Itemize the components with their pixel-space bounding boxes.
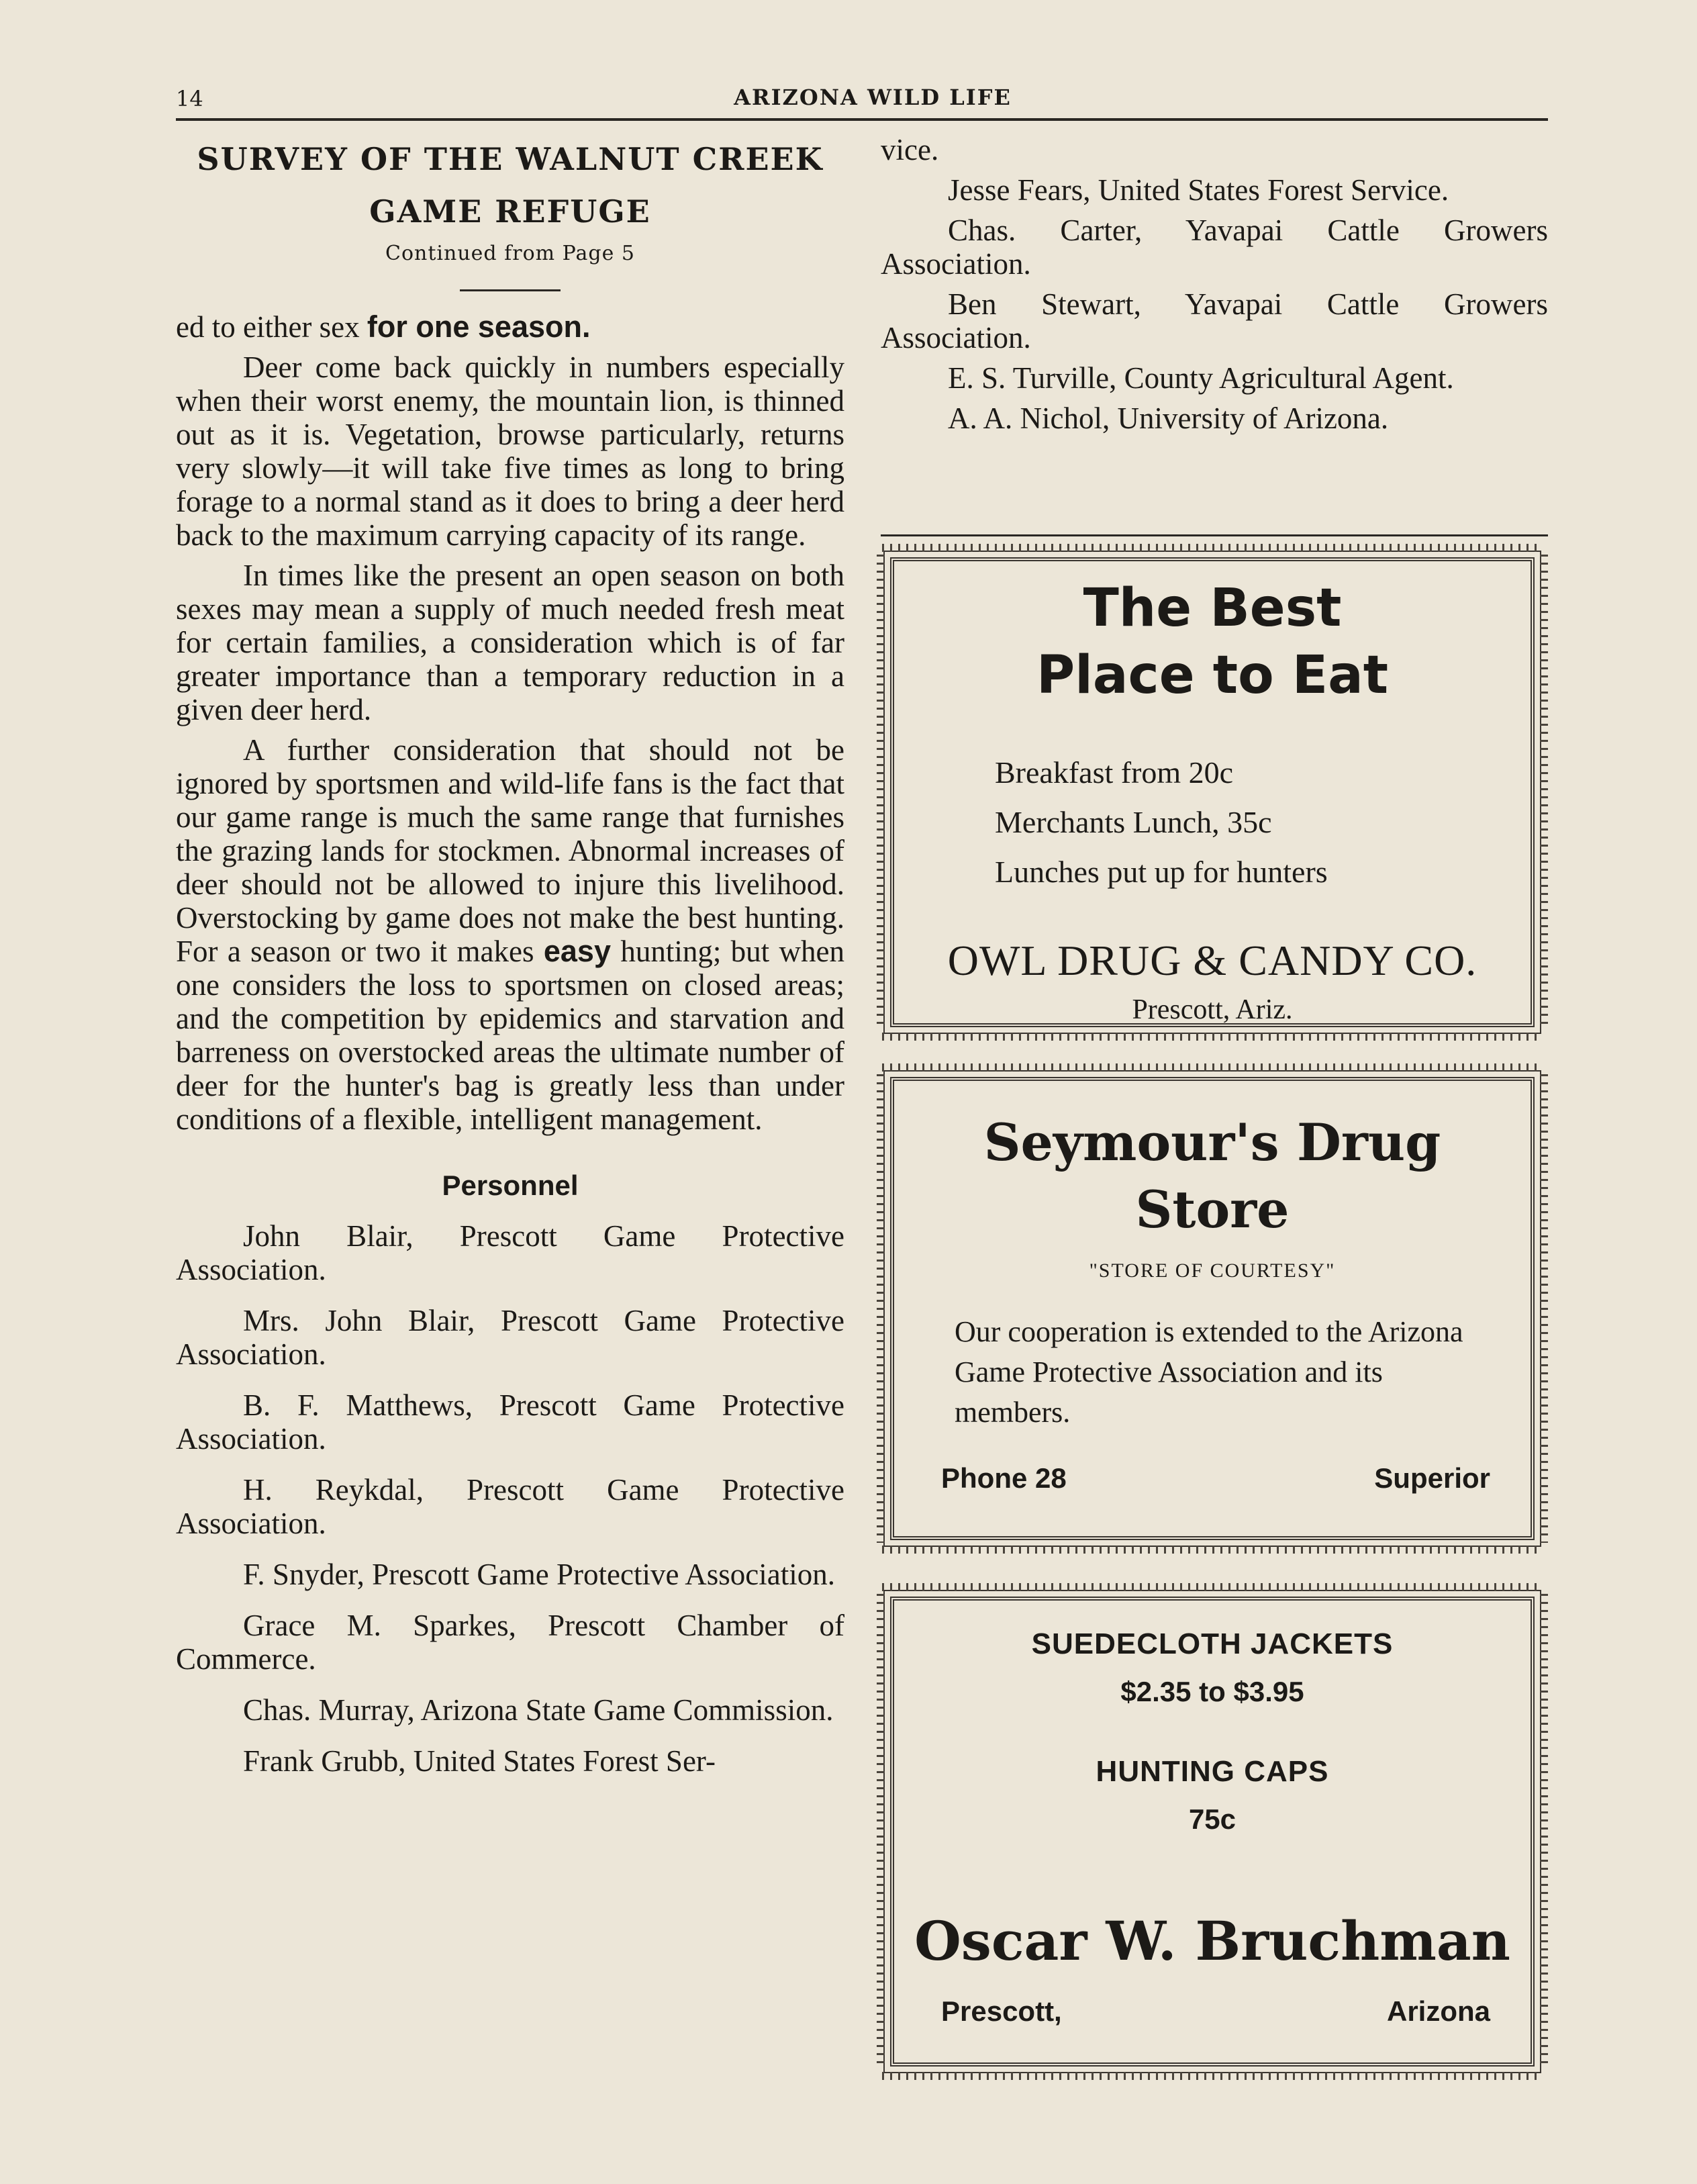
personnel-item: E. S. Turville, County Agricultural Agent. <box>948 361 1454 395</box>
ad-seymour-phone: Phone 28 <box>941 1462 1067 1494</box>
ad-owl-company: OWL DRUG & CANDY CO. <box>947 937 1477 984</box>
ad-owl-location: Prescott, Ariz. <box>1132 994 1293 1025</box>
ad-owl-headline-line1: The Best <box>1083 578 1342 638</box>
border-ornament <box>877 1594 885 2069</box>
border-ornament <box>1540 555 1548 1030</box>
header-rule <box>176 118 1548 121</box>
personnel-item: Ben Stewart, Yavapai Cattle Growers Association. <box>881 287 1548 354</box>
ad-seymour-message: Our cooperation is extended to the Arizona Game Protective Association and its members. <box>955 1315 1463 1429</box>
paragraph-1: Deer come back quickly in numbers especially when their worst enemy, the mountain lion, is thinned out as it is. Vegetation, browse particularly, returns very slowly—it will take five times as long to bring forage to a normal stand as it does to bring a deer herd back to the maximum carrying capacity of its range. <box>176 350 844 552</box>
continued-note: Continued from Page 5 <box>385 242 635 265</box>
ad-owl-headline-line2: Place to Eat <box>1036 645 1389 706</box>
border-ornament <box>877 555 885 1030</box>
personnel-item: B. F. Matthews, Prescott Game Protective Association. <box>176 1388 844 1456</box>
ad-bruchman-name: Oscar W. Bruchman <box>914 1909 1510 1973</box>
personnel-item: Mrs. John Blair, Prescott Game Protective Association. <box>176 1304 844 1371</box>
title-divider <box>460 289 561 291</box>
ad-owl-menu <box>995 748 1531 897</box>
paragraph-3-text-b: hunting; but when one considers the loss to sportsmen on closed areas; and the competition by epidemics and starvation and barreness on overstocked areas the ultimate number of deer for the hunter's bag is greatly less than under conditions of a flexible, intelligent management. <box>176 935 844 1136</box>
page-number: 14 <box>176 86 203 111</box>
ad-owl-menu-line: Breakfast from 20c <box>995 755 1234 790</box>
ad-seymour-street: Superior <box>1374 1462 1490 1494</box>
running-head: ARIZONA WILD LIFE <box>734 85 1012 110</box>
ad-owl-menu-line: Lunches put up for hunters <box>995 855 1328 889</box>
ad-seymour-drug <box>890 1077 1535 1540</box>
personnel-item: A. A. Nichol, University of Arizona. <box>948 401 1389 435</box>
ad-bruchman-price: 75c <box>1188 1803 1237 1835</box>
ad-seymour-headline-line1: Seymour's Drug <box>983 1112 1441 1172</box>
ad-seymour-footer <box>941 1462 1490 1494</box>
ad-bruchman-item: SUEDECLOTH JACKETS <box>1031 1627 1394 1660</box>
ad-seymour-tagline: "STORE OF COURTESY" <box>1089 1260 1336 1282</box>
ad-seymour-headline <box>894 1109 1531 1243</box>
personnel-item: Jesse Fears, United States Forest Service. <box>948 173 1449 207</box>
ad-bruchman-city: Prescott, <box>941 1995 1062 2027</box>
ad-owl-drug <box>890 557 1535 1027</box>
personnel-item: John Blair, Prescott Game Protective Association. <box>176 1219 844 1286</box>
ad-bruchman-state: Arizona <box>1386 1995 1490 2027</box>
article-title-line2: GAME REFUGE <box>369 193 651 230</box>
paragraph-3-bold: easy <box>543 934 611 968</box>
paragraph-3-text-a: A further consideration that should not be ignored by sportsmen and wild-life fans is the fact that our game range is much the same range that furnishes the grazing lands for stockmen. Abnormal increases of deer should not be allowed to injure this livelihood. Overstocking by game does not make the best hunting. For a season or two it makes <box>176 733 844 968</box>
ad-owl-menu-line: Merchants Lunch, 35c <box>995 805 1272 839</box>
ad-bruchman-item: HUNTING CAPS <box>1096 1755 1329 1788</box>
ad-bruchman <box>890 1597 1535 2067</box>
personnel-item: Chas. Carter, Yavapai Cattle Growers Association. <box>881 213 1548 281</box>
ad-owl-headline <box>894 575 1531 709</box>
personnel-heading: Personnel <box>442 1170 579 1201</box>
personnel-item: H. Reykdal, Prescott Game Protective Association. <box>176 1473 844 1540</box>
right-column <box>881 133 1548 442</box>
personnel-list-left <box>176 1219 844 1778</box>
paragraph-0-text: ed to either sex <box>176 310 367 344</box>
personnel-item: Frank Grubb, United States Forest Ser- <box>243 1744 716 1778</box>
border-ornament <box>877 1074 885 1543</box>
border-ornament <box>1540 1074 1548 1543</box>
article-title <box>176 133 844 238</box>
personnel-item: Grace M. Sparkes, Prescott Chamber of Commerce. <box>176 1609 844 1676</box>
column-rule <box>881 534 1548 536</box>
personnel-item: Chas. Murray, Arizona State Game Commission. <box>243 1693 834 1727</box>
left-column <box>176 133 844 1795</box>
article-body <box>176 310 844 1136</box>
border-ornament <box>1540 1594 1548 2069</box>
paragraph-2: In times like the present an open season on both sexes may mean a supply of much needed fresh meat for certain families, a consideration which is of far greater importance than a temporary reduction in a given deer herd. <box>176 559 844 726</box>
ad-bruchman-footer <box>941 1995 1490 2028</box>
paragraph-3 <box>176 733 844 1136</box>
ad-seymour-headline-line2: Store <box>1135 1180 1290 1239</box>
ad-bruchman-price: $2.35 to $3.95 <box>1120 1676 1304 1707</box>
paragraph-0 <box>176 310 844 344</box>
personnel-item: F. Snyder, Prescott Game Protective Association. <box>243 1558 835 1591</box>
personnel-continuation: vice. <box>881 133 939 167</box>
paragraph-0-bold: for one season. <box>367 310 591 344</box>
article-title-line1: SURVEY OF THE WALNUT CREEK <box>197 141 824 177</box>
